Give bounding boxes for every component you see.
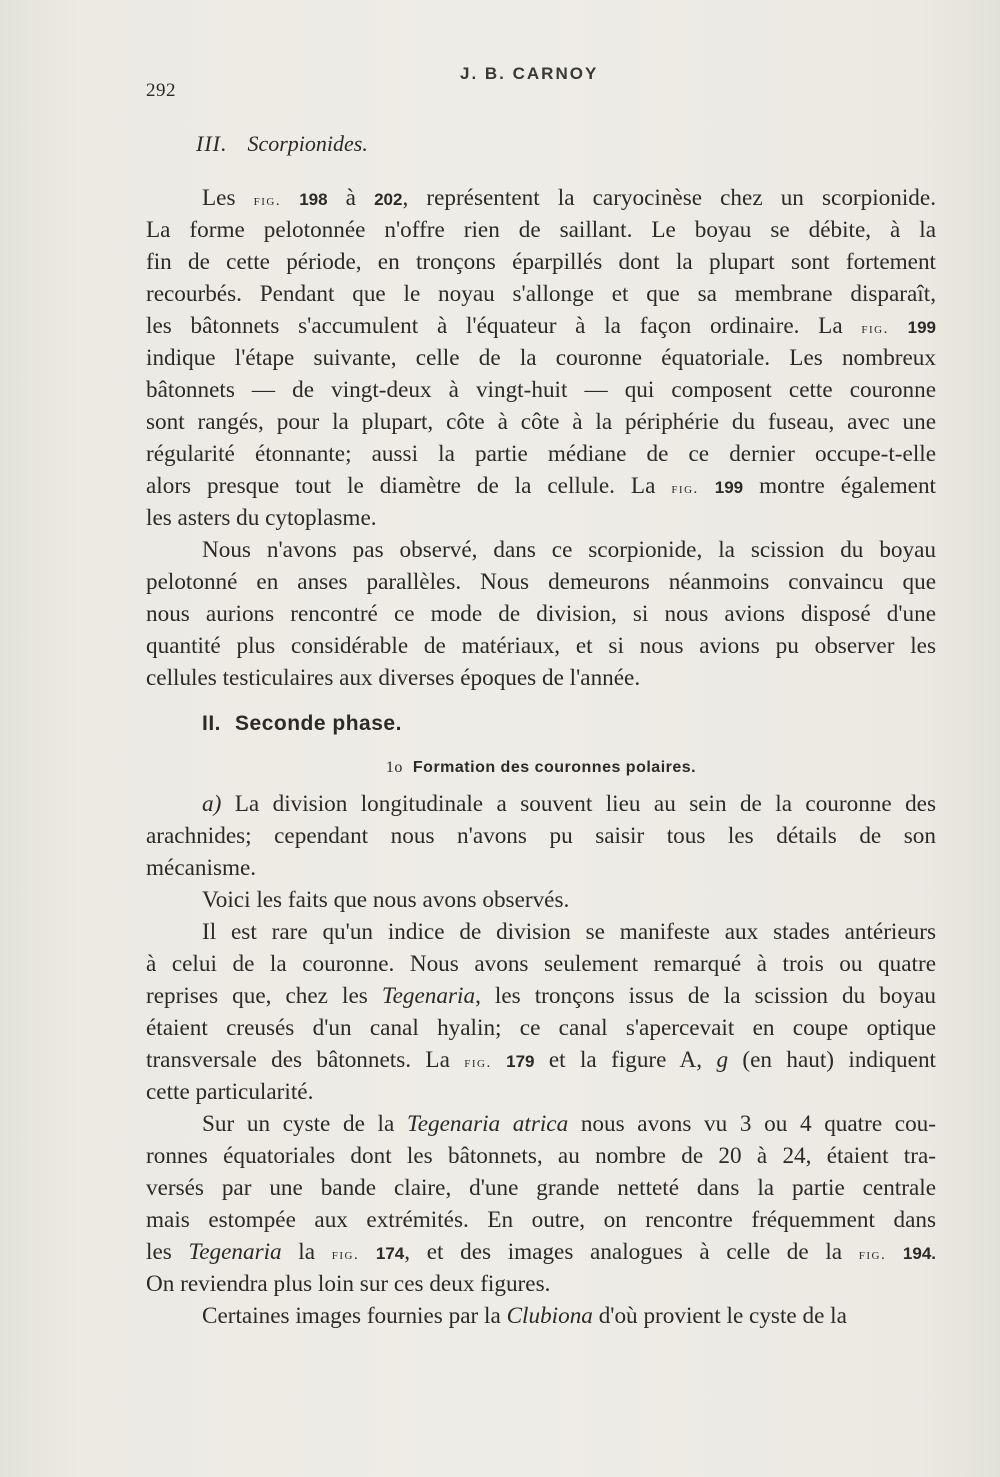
text-line [146, 438, 936, 470]
text-run: Les [202, 185, 254, 211]
italic-text: Tegenaria [188, 1239, 282, 1265]
section-numeral: III. [196, 131, 228, 156]
text-run: Nous n'avons pas observé, dans ce scorpionide, la scission du boyau [202, 537, 936, 563]
text-run: d'où provient le cyste de la [592, 1303, 847, 1329]
text-run: pelotonné en anses parallèles. Nous demeurons néanmoins convaincu que [146, 569, 936, 595]
text-run: nous avons vu 3 ou 4 quatre cou- [568, 1111, 936, 1137]
page-number: 292 [146, 80, 176, 101]
section-heading [146, 128, 936, 168]
text-run: sont rangés, pour la plupart, côte à côte à la périphérie du fuseau, avec une [146, 409, 936, 435]
paragraph [146, 916, 936, 1108]
figure-number: 194. [902, 1244, 937, 1263]
text-run: Certaines images fournies par la [202, 1303, 507, 1329]
text-run [281, 185, 299, 211]
text-run: Sur un cyste de la [202, 1111, 407, 1137]
body-text [146, 128, 936, 1332]
paragraph [146, 884, 936, 916]
text-line [146, 1108, 936, 1140]
text-line [146, 566, 936, 598]
text-line [146, 1076, 936, 1108]
text-run: ronnes équatoriales dont les bâtonnets, au nombre de 20 à 24, étaient tra- [146, 1143, 936, 1169]
figure-ref-label: fig. [858, 1247, 887, 1263]
figure-ref-label: fig. [671, 481, 699, 497]
text-run [886, 1239, 903, 1265]
paragraph [146, 534, 936, 694]
text-line [146, 470, 936, 502]
paragraph [146, 788, 936, 884]
text-run: à celui de la couronne. Nous avons seulement remarqué à trois ou quatre [146, 951, 936, 977]
text-run: , et des images analogues à celle de la [404, 1239, 859, 1265]
text-run: et la figure A, [534, 1047, 717, 1073]
figure-number: 198 [299, 190, 328, 209]
section-title: Scorpionides. [247, 131, 368, 156]
text-run: versés par une bande claire, d'une grande netteté dans la partie centrale [146, 1175, 936, 1201]
figure-ref-label: fig. [861, 321, 889, 337]
text-line [146, 534, 936, 566]
text-run: transversale des bâtonnets. La [146, 1047, 465, 1073]
phase-heading [146, 700, 936, 748]
text-run: La division longitudinale a souvent lieu au sein de la couronne des [221, 791, 936, 817]
text-line [146, 246, 936, 278]
phase-title: Seconde phase. [235, 712, 402, 735]
text-line [146, 182, 936, 214]
figure-number: 199 [714, 478, 744, 497]
text-run: cellules testiculaires aux diverses époques de l'année. [146, 665, 641, 691]
italic-text: Tegenaria atrica [406, 1111, 569, 1137]
text-run: On reviendra plus loin sur ces deux figures. [146, 1271, 551, 1297]
text-line [146, 502, 936, 534]
text-run: Il est rare qu'un indice de division se manifeste aux stades antérieurs [202, 919, 936, 945]
text-run: mais estompée aux extrémités. En outre, on rencontre fréquemment dans [146, 1207, 936, 1233]
text-line [146, 948, 936, 980]
italic-text: a) [202, 791, 222, 817]
running-title: J. B. CARNOY [460, 64, 599, 83]
text-run: , les tronçons issus de la scission du boyau [475, 983, 936, 1009]
text-run: La forme pelotonnée n'offre rien de saillant. Le boyau se débite, à la [146, 217, 936, 243]
text-line [146, 884, 936, 916]
text-line [146, 1140, 936, 1172]
italic-text: Clubiona [506, 1303, 593, 1329]
figure-number: 179 [506, 1052, 535, 1071]
text-run: montre également [743, 473, 936, 499]
text-run: les bâtonnets s'accumulent à l'équateur à la façon ordinaire. La [146, 313, 862, 339]
figure-ref-label: fig. [464, 1055, 492, 1071]
text-run: étaient creusés d'un canal hyalin; ce canal s'apercevait en coupe optique [146, 1015, 936, 1041]
text-line [146, 852, 936, 884]
subsection-heading [146, 748, 936, 788]
text-line [146, 342, 936, 374]
text-line [146, 980, 936, 1012]
text-run: les asters du cytoplasme. [146, 505, 377, 531]
text-run: quantité plus considérable de matériaux, et si nous avions pu observer les [146, 633, 936, 659]
text-line [146, 1268, 936, 1300]
paragraph [146, 1108, 936, 1300]
figure-number: 174 [375, 1244, 405, 1263]
text-run: recourbés. Pendant que le noyau s'allonge et que sa membrane disparaît, [146, 281, 936, 307]
italic-text: g [716, 1047, 729, 1073]
subsection-numeral: 1o [385, 759, 403, 776]
text-run [359, 1239, 376, 1265]
text-run: arachnides; cependant nous n'avons pu saisir tous les détails de son [146, 823, 936, 849]
text-run: nous aurions rencontré ce mode de division, si nous avions disposé d'une [146, 601, 936, 627]
text-line [146, 788, 936, 820]
text-line [146, 310, 936, 342]
text-run: reprises que, chez les [146, 983, 382, 1009]
text-run: les [146, 1239, 189, 1265]
text-line [146, 598, 936, 630]
italic-text: Tegenaria [381, 983, 476, 1009]
text-run: fin de cette période, en tronçons éparpillés dont la plupart sont fortement [146, 249, 936, 275]
text-run: bâtonnets — de vingt-deux à vingt-huit — qui composent cette couronne [146, 377, 936, 403]
text-run: (en haut) indiquent [728, 1047, 936, 1073]
text-run [699, 473, 715, 499]
text-run [889, 313, 908, 339]
text-run: indique l'étape suivante, celle de la couronne équatoriale. Les nombreux [146, 345, 936, 371]
text-run: cette particularité. [146, 1079, 314, 1105]
phase-numeral: II. [202, 712, 222, 735]
figure-ref-label: fig. [331, 1247, 360, 1263]
paragraph [146, 182, 936, 534]
text-line [146, 1172, 936, 1204]
text-line [146, 630, 936, 662]
text-line [146, 1044, 936, 1076]
text-line [146, 214, 936, 246]
text-line [146, 820, 936, 852]
text-run: à [327, 185, 375, 211]
figure-ref-label: fig. [253, 193, 282, 209]
text-line [146, 278, 936, 310]
text-run: régularité étonnante; aussi la partie médiane de ce dernier occupe-t-elle [146, 441, 936, 467]
text-line [146, 1012, 936, 1044]
text-run [492, 1047, 506, 1073]
running-head [0, 62, 1000, 102]
text-line [146, 406, 936, 438]
text-line [146, 662, 936, 694]
text-line [146, 374, 936, 406]
paragraph [146, 1300, 936, 1332]
text-line [146, 1236, 936, 1268]
figure-number: 202 [374, 190, 403, 209]
text-run: la [281, 1239, 332, 1265]
text-line [146, 1300, 936, 1332]
text-line [146, 916, 936, 948]
text-run: mécanisme. [146, 855, 257, 881]
subsection-title: Formation des couronnes polaires. [412, 759, 697, 776]
text-run: Voici les faits que nous avons observés. [202, 887, 570, 913]
text-run: , représentent la caryocinèse chez un scorpionide. [402, 185, 936, 211]
text-line [146, 1204, 936, 1236]
text-run: alors presque tout le diamètre de la cellule. La [146, 473, 672, 499]
figure-number: 199 [907, 318, 936, 337]
